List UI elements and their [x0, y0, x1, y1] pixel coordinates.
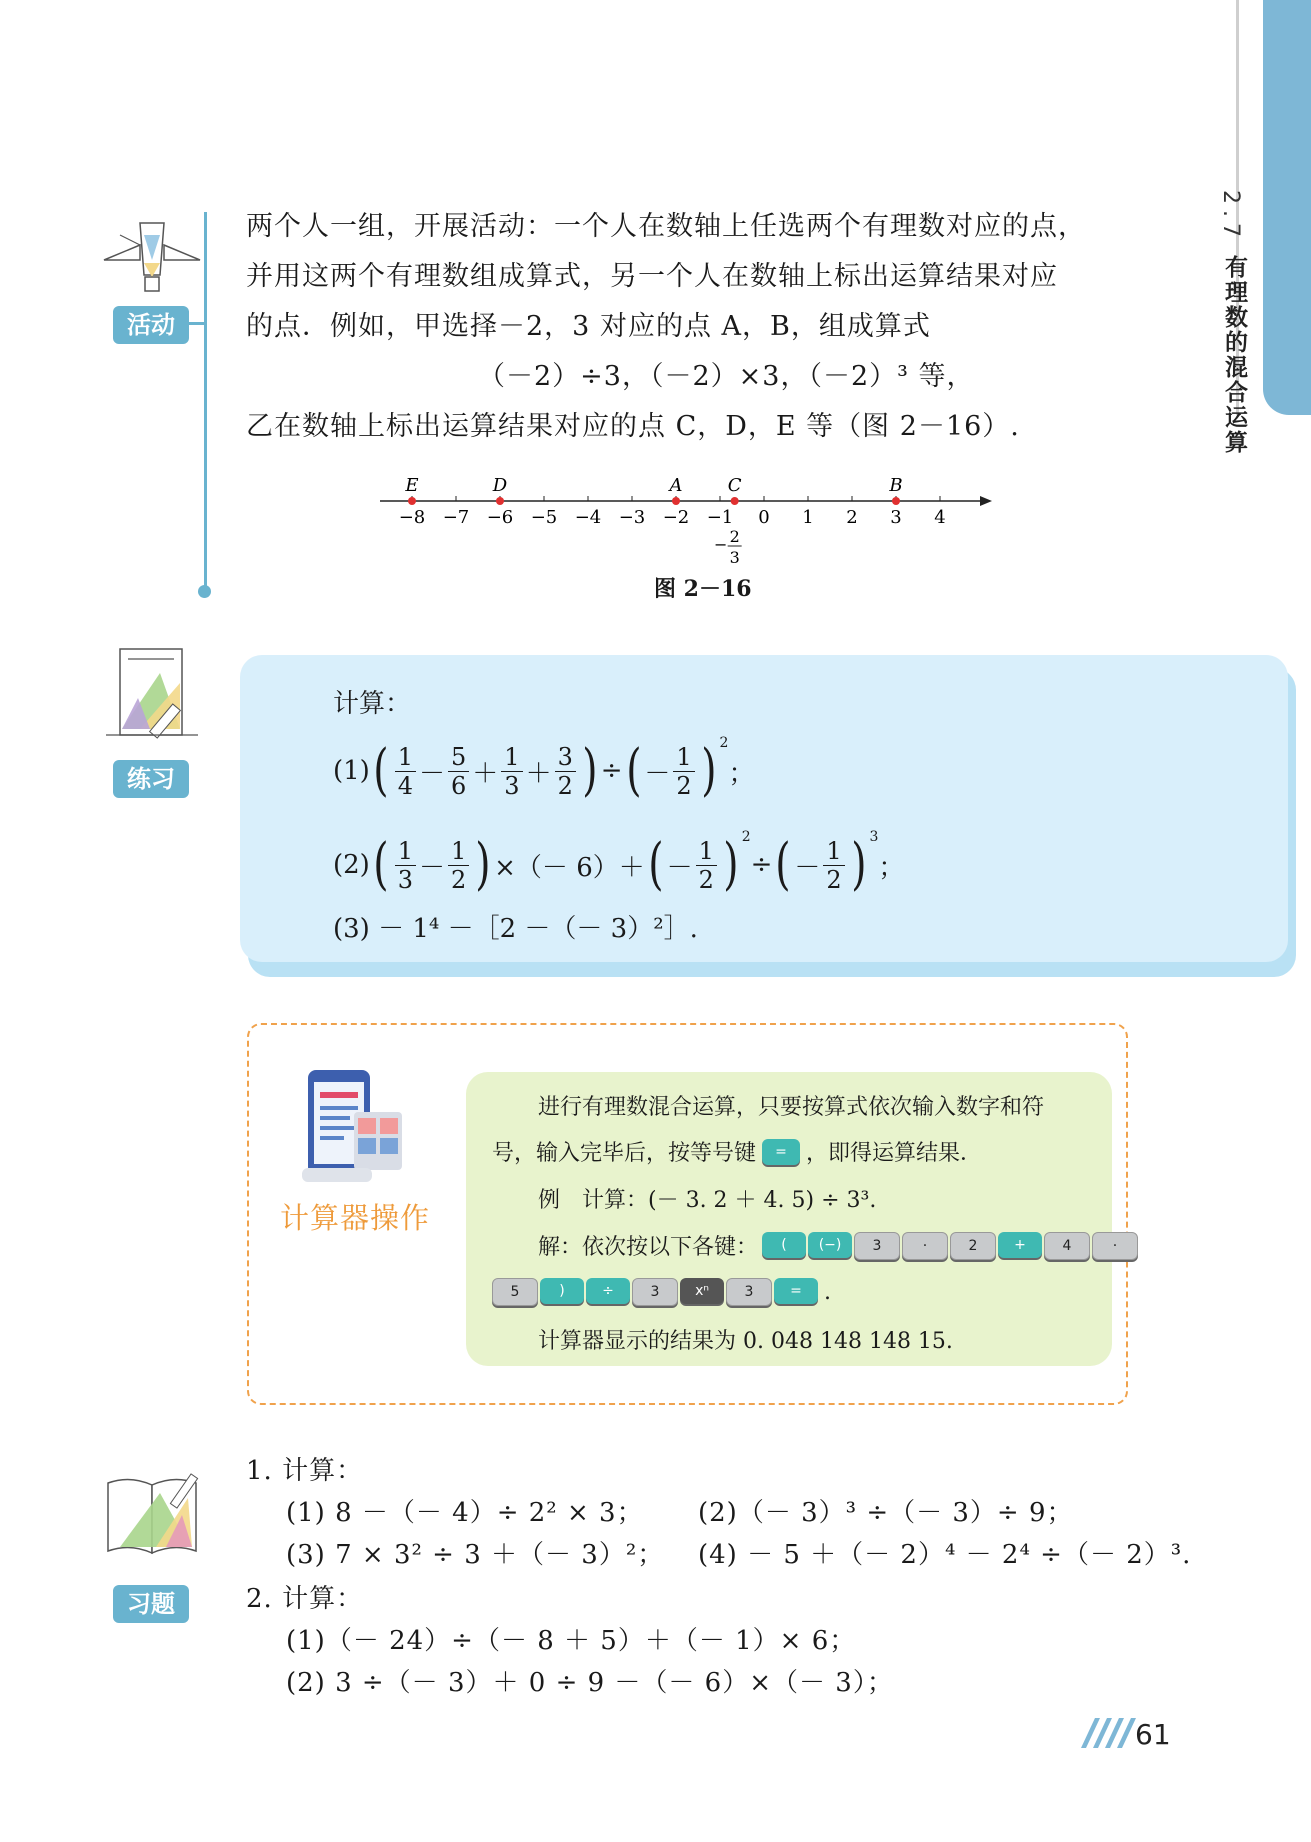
calc-key: )	[540, 1278, 584, 1304]
exercise-2-title: 2. 计算：	[246, 1584, 364, 1614]
point-c-value-sign: −	[713, 535, 728, 554]
activity-text-3: 的点．例如，甲选择－2，3 对应的点 A，B，组成算式	[246, 311, 931, 342]
calculator-example: 例 计算：(－ 3. 2 ＋ 4. 5) ÷ 3³.	[538, 1188, 877, 1213]
calc-key: 3	[854, 1232, 900, 1260]
calc-key: ÷	[586, 1278, 630, 1304]
calc-key: 5	[492, 1278, 538, 1306]
point-B	[892, 497, 900, 505]
tick-label: −8	[398, 507, 426, 528]
equals-key-inline: =	[762, 1139, 800, 1165]
calculator-keys-row-2: 5 ) ÷ 3 xⁿ 3 = .	[492, 1278, 831, 1306]
point-E	[408, 497, 416, 505]
point-label-A: A	[669, 475, 683, 496]
practice-badge: 练习	[113, 760, 189, 798]
section-number: 2.7	[1218, 190, 1243, 243]
calc-key: ·	[1092, 1232, 1138, 1260]
exercise-1-3: (3) 7 × 3² ÷ 3 ＋（－ 3）²；	[286, 1540, 665, 1570]
calculator-phone-icon	[290, 1068, 430, 1188]
practice-item-1-label: (1)	[333, 756, 370, 786]
exercise-1-1: (1) 8 －（－ 4）÷ 2² × 3；	[286, 1498, 644, 1528]
tick-label: −2	[662, 507, 690, 528]
calc-key: 3	[726, 1278, 772, 1306]
point-A	[672, 497, 680, 505]
exercise-1-title: 1. 计算：	[246, 1456, 364, 1486]
point-label-C: C	[727, 475, 742, 496]
tick-label: 4	[934, 507, 946, 528]
calculator-label: 计算器操作	[280, 1201, 431, 1235]
key-sequence-row-1	[762, 1232, 1140, 1260]
calc-key: ·	[902, 1232, 948, 1260]
section-title: 有理数的混合运算	[1221, 255, 1247, 455]
activity-icon	[100, 215, 210, 305]
exercises-badge: 习题	[113, 1585, 189, 1623]
tick-label: −5	[530, 507, 558, 528]
point-c-value-den: 3	[729, 548, 740, 565]
calc-key: 4	[1044, 1232, 1090, 1260]
calculator-solution-row	[538, 1230, 1140, 1261]
exercises-book-icon	[100, 1463, 210, 1563]
practice-item-2: (2) ( $\frac{1}{3}$ － $\frac{1}{2}$ ) ×（－ 6）＋ ( － $\frac{1}{2}$ ) 2 ÷ ( － $\frac{1}{2}$ ) 3 ；	[333, 829, 905, 897]
calculator-text-2a: 号，输入完毕后，按等号键	[492, 1141, 757, 1166]
exercise-1-2: (2)（－ 3）³ ÷（－ 3）÷ 9；	[698, 1498, 1074, 1528]
calc-key: =	[774, 1278, 818, 1304]
section-tab	[1263, 0, 1311, 415]
practice-item-1: (1) ( $\frac{1}{4}$ － $\frac{5}{6}$ ＋ $\frac{1}{3}$ ＋ $\frac{3}{2}$ ) ÷ ( － $\frac{1}{2}$ ) 2 ；	[333, 735, 755, 803]
point-C	[731, 497, 739, 505]
tick-label: −4	[574, 507, 602, 528]
tick-label: −1	[706, 507, 734, 528]
exercise-2-2: (2) 3 ÷（－ 3）＋ 0 ÷ 9 －（－ 6）×（－ 3）；	[286, 1668, 894, 1698]
tick-label: 0	[758, 507, 770, 528]
exercise-1-4: (4) － 5 ＋（－ 2）⁴ － 2⁴ ÷（－ 2）³.	[698, 1540, 1192, 1570]
practice-item-3: (3) － 1⁴ －［2 －（－ 3）²］.	[333, 914, 698, 944]
activity-sidebar-dot	[198, 585, 211, 598]
activity-text-1: 两个人一组，开展活动：一个人在数轴上任选两个有理数对应的点，	[246, 211, 1086, 242]
activity-text-2: 并用这两个有理数组成算式，另一个人在数轴上标出运算结果对应	[246, 261, 1058, 292]
activity-text-4: （－2）÷3，（－2）×3，（－2）³ 等，	[478, 361, 975, 392]
activity-text-5: 乙在数轴上标出运算结果对应的点 C，D，E 等（图 2－16）.	[246, 411, 1020, 442]
point-c-value-num: 2	[729, 527, 740, 546]
point-label-E: E	[405, 475, 419, 496]
practice-title: 计算：	[333, 689, 412, 719]
tick-label: −3	[618, 507, 646, 528]
point-D	[496, 497, 504, 505]
calc-key: 3	[632, 1278, 678, 1306]
calc-key: xⁿ	[680, 1278, 724, 1304]
calc-key: 2	[950, 1232, 996, 1260]
point-label-D: D	[492, 475, 508, 496]
tick-label: −7	[442, 507, 470, 528]
activity-sidebar-line	[204, 212, 207, 592]
calc-key: +	[998, 1232, 1042, 1258]
axis-arrow	[980, 496, 992, 506]
tick-label: −6	[486, 507, 514, 528]
calculator-text-2	[492, 1136, 982, 1167]
exercise-2-1: (1)（－ 24）÷（－ 8 ＋ 5）＋（－ 1）× 6；	[286, 1626, 857, 1656]
calc-key: (−)	[808, 1232, 852, 1258]
calculator-solution: 解：依次按以下各键：	[538, 1235, 759, 1260]
figure-caption: 图 2－16	[654, 576, 752, 602]
tick-label: 2	[846, 507, 858, 528]
calc-key: (	[762, 1232, 806, 1258]
number-line-figure	[370, 465, 1000, 565]
calculator-result: 计算器显示的结果为 0. 048 148 148 15.	[538, 1329, 953, 1354]
point-label-B: B	[889, 475, 903, 496]
practice-icon	[100, 643, 210, 753]
tick-label: 1	[802, 507, 814, 528]
tick-label: 3	[890, 507, 902, 528]
activity-badge: 活动	[113, 306, 189, 344]
key-sequence-row-2	[492, 1278, 820, 1306]
page-number: 61	[1135, 1718, 1171, 1751]
calculator-text-1: 进行有理数混合运算，只要按算式依次输入数字和符	[538, 1095, 1045, 1120]
practice-item-2-label: (2)	[333, 850, 370, 880]
calculator-text-2b: ，即得运算结果．	[806, 1141, 983, 1166]
